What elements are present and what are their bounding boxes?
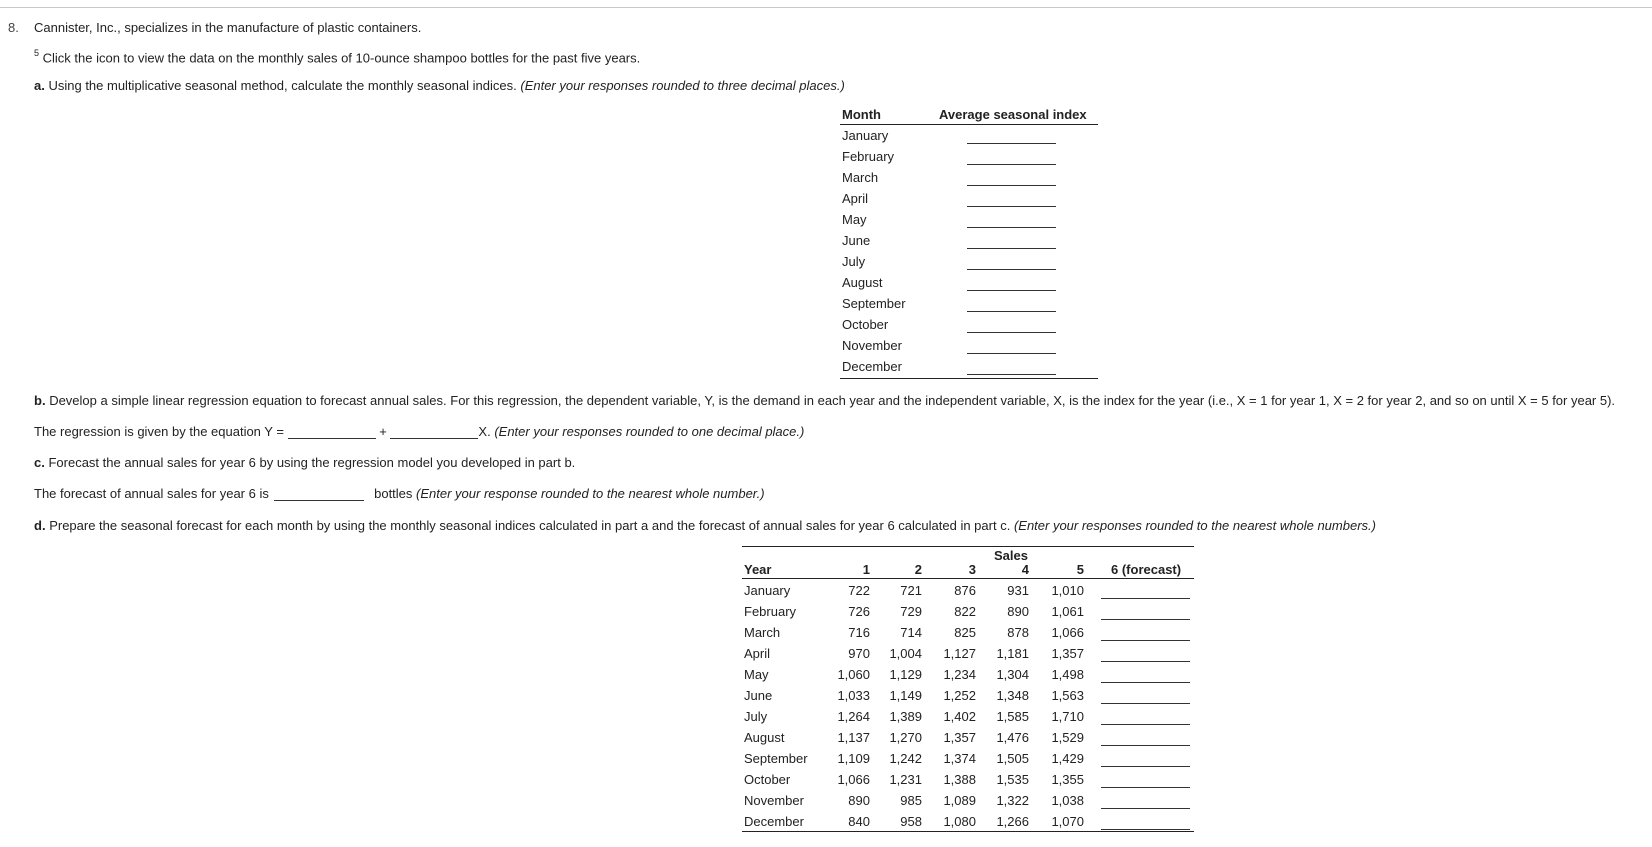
sales-value: 1,357 — [1051, 646, 1084, 661]
sales-value: 1,304 — [996, 667, 1029, 682]
sales-group-header: Sales — [994, 548, 1028, 563]
sales-month-label: May — [744, 667, 769, 682]
sales-row — [742, 663, 1194, 684]
annual-forecast-prefix: The forecast of annual sales for year 6 is — [34, 486, 269, 501]
sales-row — [742, 789, 1194, 810]
sales-value: 1,535 — [996, 772, 1029, 787]
sales-value: 840 — [848, 814, 870, 829]
sales-value: 1,389 — [889, 709, 922, 724]
annual-forecast-suffix: bottles — [374, 486, 413, 501]
monthly-forecast-input[interactable] — [1101, 794, 1190, 809]
sales-row — [742, 579, 1194, 600]
question-number: 8. — [8, 20, 19, 35]
part-a-prompt — [34, 78, 845, 93]
part-d-text: Prepare the seasonal forecast for each month by using the monthly seasonal indices calculated in part a and the forecast of annual sales for year 6 calculated in part c. — [49, 518, 1011, 533]
regression-slope-input[interactable] — [390, 424, 478, 439]
month-label: January — [842, 128, 889, 143]
data-prompt-text: Click the icon to view the data on the monthly sales of 10-ounce shampoo bottles for the past five years. — [42, 50, 641, 66]
monthly-forecast-input[interactable] — [1101, 752, 1190, 767]
monthly-forecast-input[interactable] — [1101, 647, 1190, 662]
sales-value: 970 — [848, 646, 870, 661]
monthly-forecast-input[interactable] — [1101, 626, 1190, 641]
part-b-hint: (Enter your responses rounded to one decimal place.) — [494, 424, 805, 439]
sales-value: 1,010 — [1051, 583, 1084, 598]
year-number-header: 1 — [862, 562, 870, 577]
month-label: August — [842, 275, 883, 290]
annual-forecast-input[interactable] — [274, 486, 364, 501]
month-label: December — [842, 359, 902, 374]
seasonal-index-input[interactable] — [967, 150, 1056, 165]
sales-value: 1,242 — [889, 751, 922, 766]
sales-month-label: July — [744, 709, 768, 724]
seasonal-index-input[interactable] — [967, 213, 1056, 228]
sales-value: 726 — [848, 604, 870, 619]
sales-month-label: March — [744, 625, 781, 640]
month-label: November — [842, 338, 902, 353]
forecast-column-header: 6 (forecast) — [1111, 562, 1182, 577]
top-divider — [0, 7, 1652, 8]
seasonal-index-input[interactable] — [967, 276, 1056, 291]
month-label: September — [842, 296, 906, 311]
seasonal-index-input[interactable] — [967, 339, 1056, 354]
monthly-forecast-input[interactable] — [1101, 668, 1190, 683]
monthly-forecast-input[interactable] — [1101, 605, 1190, 620]
seasonal-index-row — [840, 146, 1098, 167]
monthly-forecast-input[interactable] — [1101, 731, 1190, 746]
sales-value: 1,402 — [943, 709, 976, 724]
sales-value: 890 — [848, 793, 870, 808]
sales-month-label: August — [744, 730, 785, 745]
seasonal-index-row — [840, 272, 1098, 293]
sales-value: 1,498 — [1051, 667, 1084, 682]
sales-row — [742, 684, 1194, 705]
monthly-forecast-input[interactable] — [1101, 689, 1190, 704]
year-column-header: Year — [744, 562, 772, 577]
month-label: October — [842, 317, 889, 332]
sales-table-body — [742, 579, 1194, 831]
regression-equation — [34, 424, 804, 439]
sales-forecast-table — [742, 546, 1194, 832]
seasonal-index-row — [840, 356, 1098, 377]
part-c-prompt — [34, 455, 575, 470]
sales-value: 1,060 — [837, 667, 870, 682]
sales-value: 1,129 — [889, 667, 922, 682]
seasonal-index-row — [840, 209, 1098, 230]
seasonal-index-bottom-rule — [840, 378, 1098, 379]
sales-value: 1,710 — [1051, 709, 1084, 724]
sales-value: 1,270 — [889, 730, 922, 745]
sales-value: 1,252 — [943, 688, 976, 703]
seasonal-index-header — [840, 106, 1098, 125]
sales-row — [742, 726, 1194, 747]
sales-value: 1,374 — [943, 751, 976, 766]
sales-value: 1,355 — [1051, 772, 1084, 787]
sales-value: 1,357 — [943, 730, 976, 745]
monthly-forecast-input[interactable] — [1101, 815, 1190, 830]
sales-value: 1,505 — [996, 751, 1029, 766]
sales-month-label: December — [744, 814, 804, 829]
sales-group-header-row — [742, 547, 1194, 562]
part-b-prompt — [34, 393, 1615, 408]
sales-value: 714 — [900, 625, 922, 640]
sales-month-label: October — [744, 772, 791, 787]
part-a-label: a. — [34, 78, 45, 93]
sales-value: 1,070 — [1051, 814, 1084, 829]
part-d-prompt — [34, 518, 1376, 533]
sales-value: 1,066 — [837, 772, 870, 787]
sales-value: 1,061 — [1051, 604, 1084, 619]
sales-value: 1,429 — [1051, 751, 1084, 766]
sales-value: 1,476 — [996, 730, 1029, 745]
sales-value: 729 — [900, 604, 922, 619]
part-d-hint: (Enter your responses rounded to the nearest whole numbers.) — [1013, 518, 1376, 533]
sales-value: 1,322 — [996, 793, 1029, 808]
sales-value: 1,181 — [996, 646, 1029, 661]
year-number-header: 2 — [914, 562, 922, 577]
sales-value: 1,149 — [889, 688, 922, 703]
sales-value: 1,066 — [1051, 625, 1084, 640]
regression-plus: + — [379, 424, 387, 439]
sales-row — [742, 642, 1194, 663]
seasonal-index-input[interactable] — [967, 234, 1056, 249]
seasonal-index-row — [840, 335, 1098, 356]
regression-intercept-input[interactable] — [288, 424, 376, 439]
part-d-label: d. — [34, 518, 46, 533]
sales-value: 1,231 — [889, 772, 922, 787]
sales-value: 1,266 — [996, 814, 1029, 829]
index-column-header: Average seasonal index — [939, 107, 1087, 122]
month-label: May — [842, 212, 867, 227]
seasonal-index-input[interactable] — [967, 192, 1056, 207]
sales-value: 1,127 — [943, 646, 976, 661]
seasonal-index-row — [840, 314, 1098, 335]
sales-value: 721 — [900, 583, 922, 598]
seasonal-index-row — [840, 167, 1098, 188]
sales-value: 1,563 — [1051, 688, 1084, 703]
sales-value: 1,080 — [943, 814, 976, 829]
sales-row — [742, 705, 1194, 726]
regression-suffix: X. — [478, 424, 491, 439]
part-a-text: Using the multiplicative seasonal method, calculate the monthly seasonal indices. — [48, 78, 517, 93]
sales-month-label: June — [744, 688, 773, 703]
sales-value: 890 — [1007, 604, 1029, 619]
seasonal-index-row — [840, 293, 1098, 314]
month-label: June — [842, 233, 871, 248]
sales-value: 1,089 — [943, 793, 976, 808]
sales-value: 1,033 — [837, 688, 870, 703]
sales-value: 878 — [1007, 625, 1029, 640]
sales-month-label: February — [744, 604, 797, 619]
year-number-header: 5 — [1076, 562, 1084, 577]
sales-value: 1,004 — [889, 646, 922, 661]
seasonal-index-body — [840, 125, 1098, 377]
sales-value: 722 — [848, 583, 870, 598]
part-c-text: Forecast the annual sales for year 6 by using the regression model you developed in part b. — [48, 455, 576, 470]
part-c-hint: (Enter your response rounded to the nearest whole number.) — [416, 486, 765, 501]
sales-value: 825 — [954, 625, 976, 640]
seasonal-index-input[interactable] — [967, 360, 1056, 375]
sales-value: 716 — [848, 625, 870, 640]
sales-value: 876 — [954, 583, 976, 598]
sales-value: 958 — [900, 814, 922, 829]
sales-value: 1,109 — [837, 751, 870, 766]
sales-value: 985 — [900, 793, 922, 808]
sales-row — [742, 621, 1194, 642]
sales-value: 1,038 — [1051, 793, 1084, 808]
seasonal-index-row — [840, 125, 1098, 146]
part-c-label: c. — [34, 455, 45, 470]
sales-table-bottom-rule — [742, 831, 1194, 832]
sales-month-label: January — [744, 583, 791, 598]
monthly-forecast-input[interactable] — [1101, 584, 1190, 599]
sales-row — [742, 768, 1194, 789]
part-b-text: Develop a simple linear regression equation to forecast annual sales. For this regression, the dependent variable, Y, is the demand in each year and the independent variable, X, is the index for the year (i.e., X = 1 for year 1, X = 2 for year 2, and so on until X = 5 for year 5). — [49, 393, 1616, 408]
footnote-mark: 5 — [34, 48, 40, 58]
seasonal-index-table — [840, 106, 1098, 379]
seasonal-index-input[interactable] — [967, 255, 1056, 270]
annual-forecast-line — [34, 486, 765, 501]
sales-value: 822 — [954, 604, 976, 619]
sales-value: 931 — [1007, 583, 1029, 598]
sales-row — [742, 810, 1194, 831]
sales-value: 1,348 — [996, 688, 1029, 703]
month-label: April — [842, 191, 869, 206]
month-label: February — [842, 149, 895, 164]
monthly-forecast-input[interactable] — [1101, 710, 1190, 725]
sales-value: 1,137 — [837, 730, 870, 745]
sales-row — [742, 600, 1194, 621]
monthly-forecast-input[interactable] — [1101, 773, 1190, 788]
sales-month-label: September — [744, 751, 808, 766]
sales-value: 1,264 — [837, 709, 870, 724]
year-number-header: 3 — [968, 562, 976, 577]
sales-month-label: November — [744, 793, 804, 808]
regression-prefix: The regression is given by the equation Y = — [34, 424, 284, 439]
month-label: March — [842, 170, 879, 185]
seasonal-index-input[interactable] — [967, 171, 1056, 186]
seasonal-index-input[interactable] — [967, 297, 1056, 312]
sales-column-header-row — [742, 562, 1194, 579]
sales-month-label: April — [744, 646, 771, 661]
seasonal-index-row — [840, 188, 1098, 209]
seasonal-index-row — [840, 251, 1098, 272]
month-label: July — [842, 254, 866, 269]
part-a-hint: (Enter your responses rounded to three decimal places.) — [520, 78, 845, 93]
seasonal-index-input[interactable] — [967, 318, 1056, 333]
sales-value: 1,529 — [1051, 730, 1084, 745]
question-intro: Cannister, Inc., specializes in the manufacture of plastic containers. — [34, 20, 422, 35]
seasonal-index-input[interactable] — [967, 129, 1056, 144]
data-prompt[interactable] — [34, 49, 640, 65]
seasonal-index-row — [840, 230, 1098, 251]
year-number-header: 4 — [1021, 562, 1029, 577]
sales-row — [742, 747, 1194, 768]
sales-value: 1,388 — [943, 772, 976, 787]
sales-value: 1,585 — [996, 709, 1029, 724]
part-b-label: b. — [34, 393, 46, 408]
sales-value: 1,234 — [943, 667, 976, 682]
month-column-header: Month — [842, 107, 881, 122]
